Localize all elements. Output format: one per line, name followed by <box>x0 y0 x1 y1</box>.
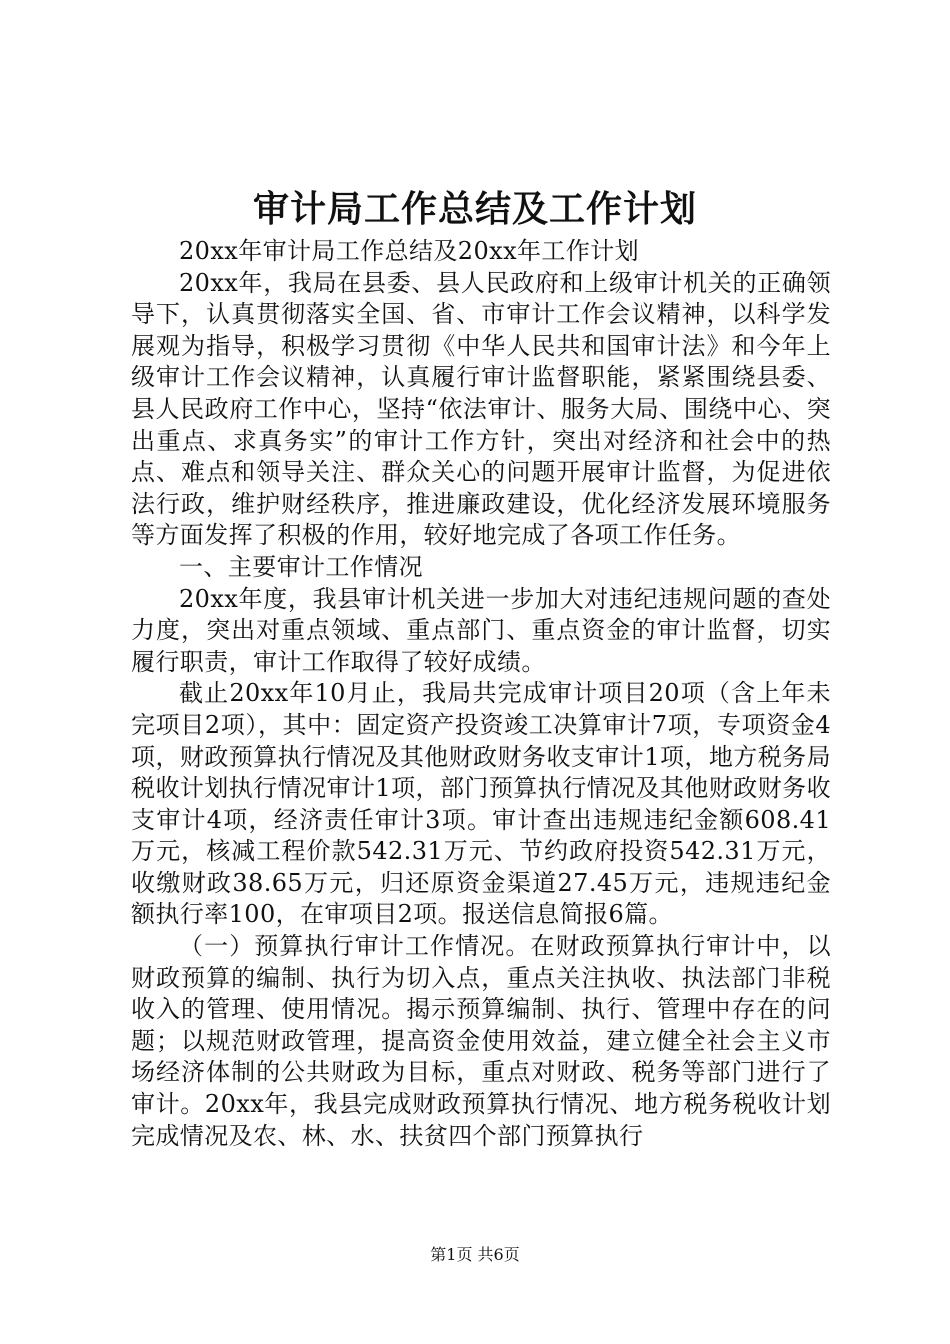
section-heading: 一、主要审计工作情况 <box>179 552 423 581</box>
body-paragraph: 截止20xx年10月止，我局共完成审计项目20项（含上年未完项目2项），其中：固定资产投资竣工决算审计7项，专项资金4项，财政预算执行情况及其他财政财务收支审计1项，地方税务局税收计划执行情况审计1项，部门预算执行情况及其他财政财务收支审计4项，经济责任审计3项。审计查出违规违纪金额608.41万元，核减工程价款542.31万元、节约政府投资542.31万元，收缴财政38.65万元，归还原资金渠道27.45万元，违规违纪金额执行率100，在审项目2项。报送信息简报6篇。 <box>131 679 831 929</box>
body-paragraph: （一）预算执行审计工作情况。在财政预算执行审计中，以财政预算的编制、执行为切入点，重点关注执收、执法部门非税收入的管理、使用情况。揭示预算编制、执行、管理中存在的问题；以规范财政管理，提高资金使用效益，建立健全社会主义市场经济体制的公共财政为目标，重点对财政、税务等部门进行了审计。20xx年，我县完成财政预算执行情况、地方税务税收计划完成情况及农、林、水、扶贫四个部门预算执行 <box>131 932 831 1150</box>
intro-paragraph: 20xx年，我局在县委、县人民政府和上级审计机关的正确领导下，认真贯彻落实全国、省、市审计工作会议精神，以科学发展观为指导，积极学习贯彻《中华人民共和国审计法》和今年上级审计工作会议精神，认真履行审计监督职能，紧紧围绕县委、县人民政府工作中心，坚持“依法审计、服务大局、围绕中心、突出重点、求真务实”的审计工作方针，突出对经济和社会中的热点、难点和领导关注、群众关心的问题开展审计监督，为促进依法行政，维护财经秩序，推进廉政建设，优化经济发展环境服务等方面发挥了积极的作用，较好地完成了各项工作任务。 <box>131 268 831 550</box>
body-paragraph: 20xx年度，我县审计机关进一步加大对违纪违规问题的查处力度，突出对重点领域、重点部门、重点资金的审计监督，切实履行职责，审计工作取得了较好成绩。 <box>131 584 831 676</box>
document-title: 审计局工作总结及工作计划 <box>252 188 697 230</box>
document-body <box>131 236 831 1152</box>
subtitle-paragraph: 20xx年审计局工作总结及20xx年工作计划 <box>179 237 640 265</box>
page-number-footer: 第1页 共6页 <box>430 1245 520 1264</box>
